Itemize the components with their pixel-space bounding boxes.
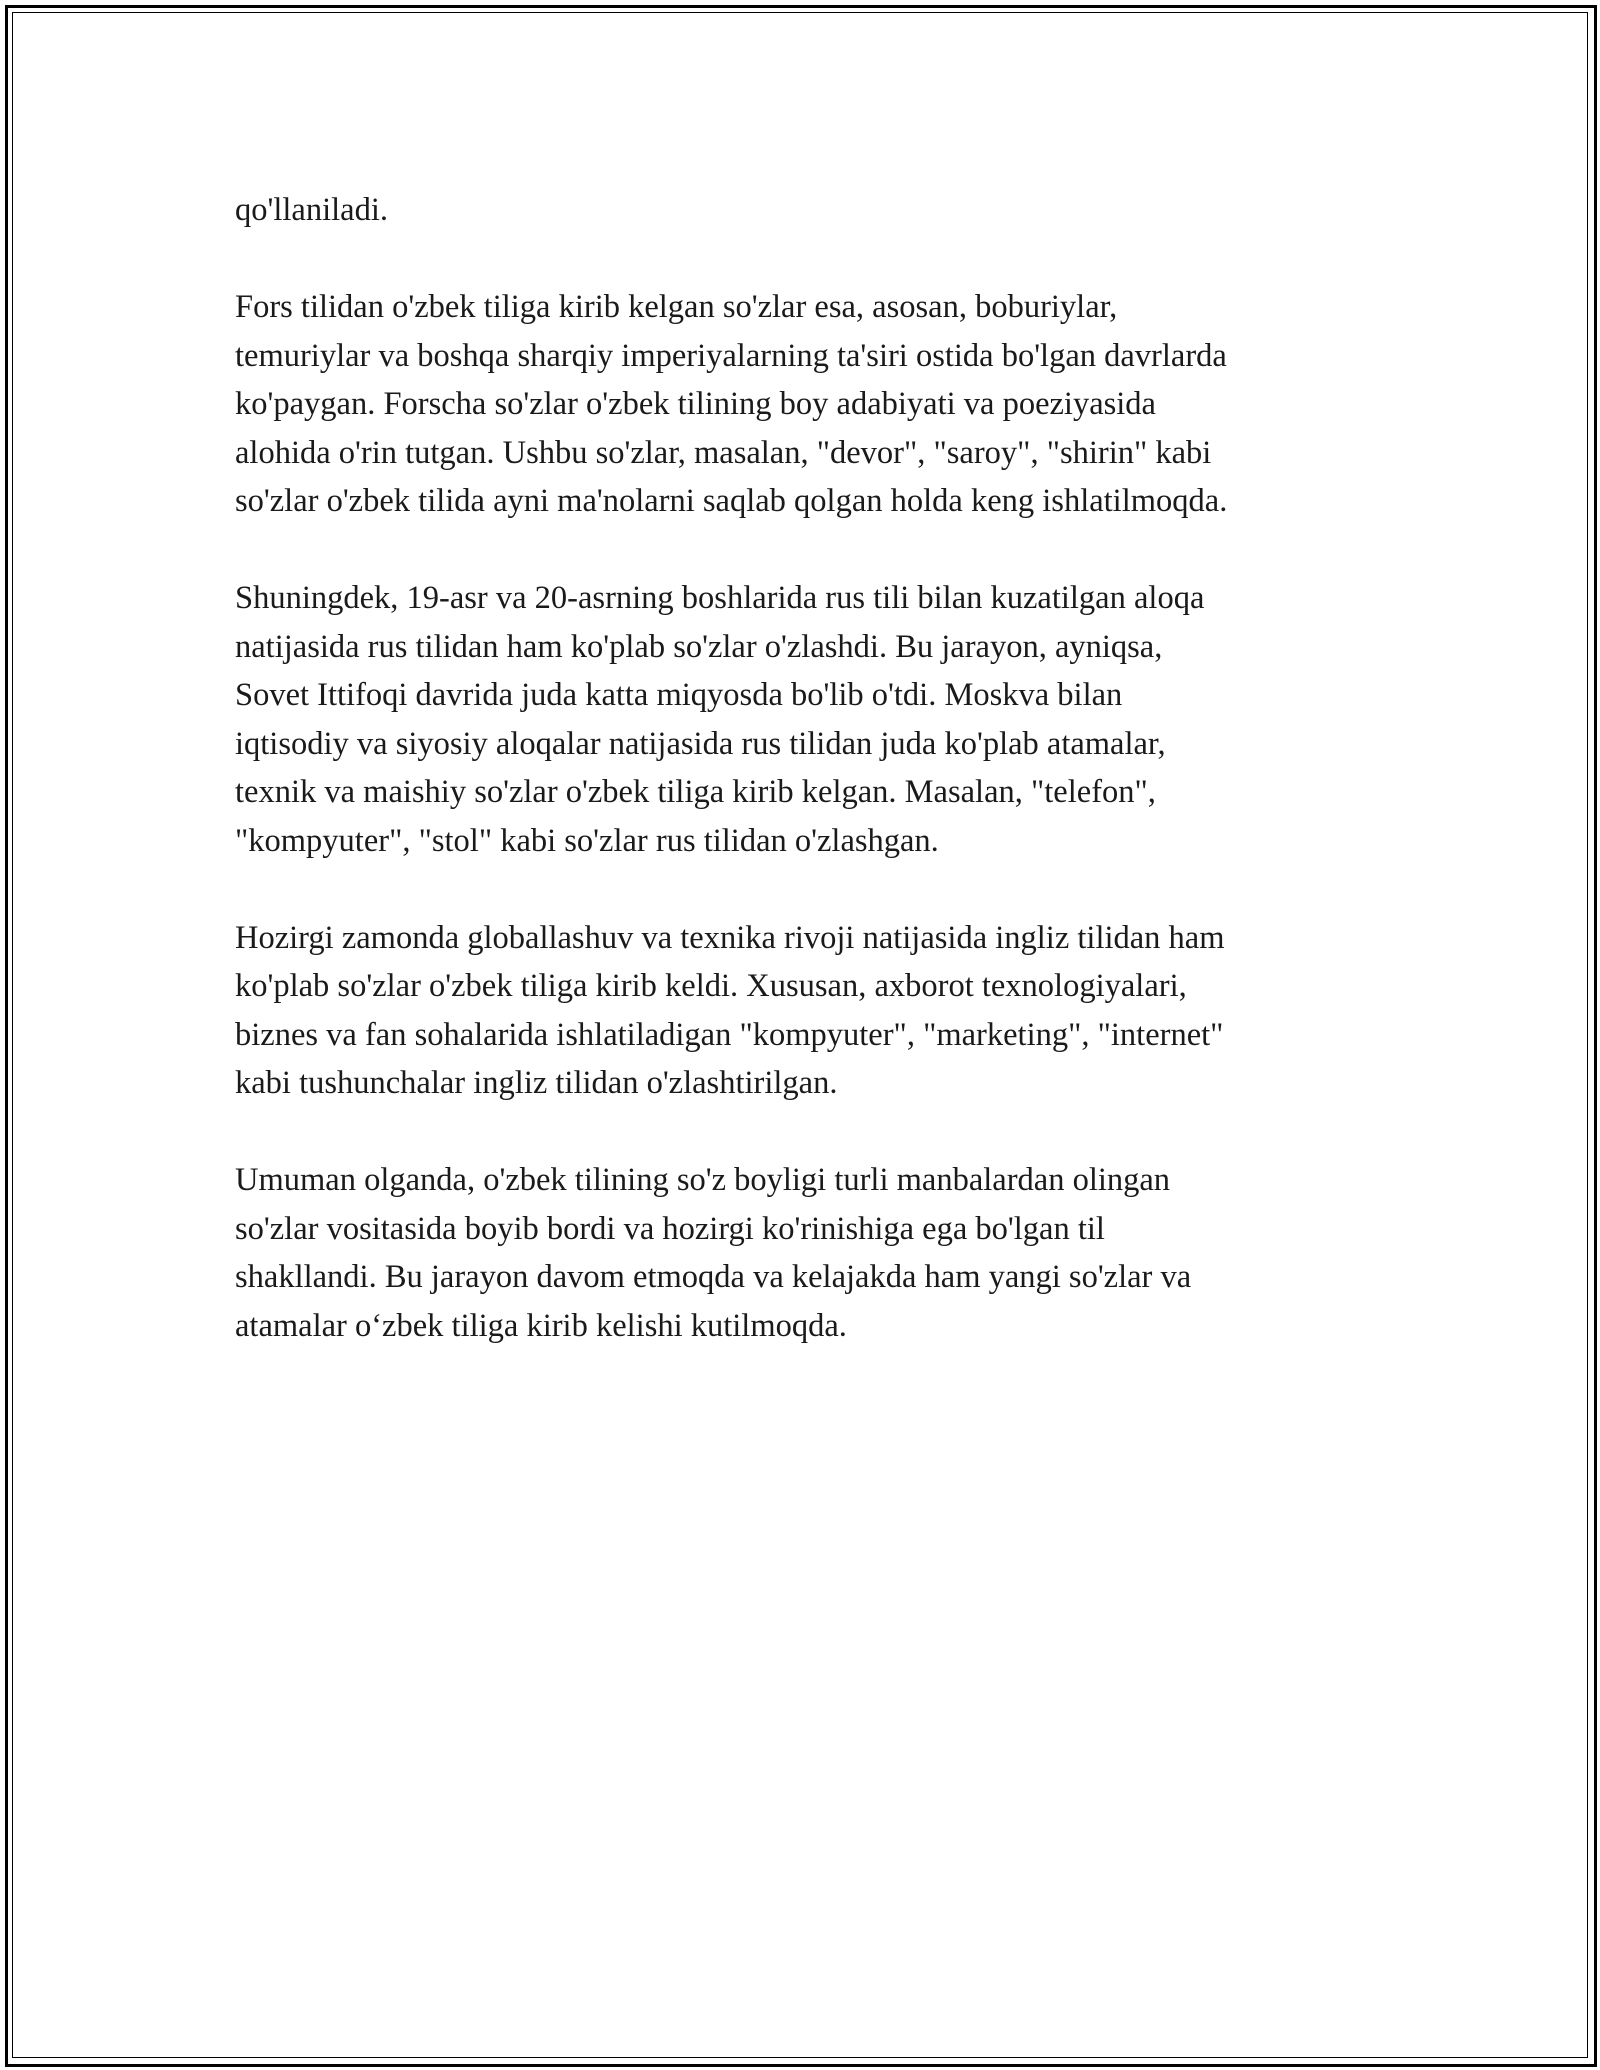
paragraph-russian-loanwords: Shuningdek, 19-asr va 20-asrning boshlarida rus tili bilan kuzatilgan aloqa natijasida rus tilidan ham ko'plab so'zlar o'zlashdi. Bu jarayon, ayniqsa, Sovet Ittifoqi davrida juda katta miqyosda bo'lib o'tdi. Moskva bilan iqtisodiy va siyosiy aloqalar natijasida rus tilidan juda ko'plab atamalar, texnik va maishiy so'zlar o'zbek tiliga kirib kelgan. Masalan, "telefon", "kompyuter", "stol" kabi so'zlar rus tilidan o'zlashgan. <box>235 580 1205 859</box>
paragraph-conclusion: Umuman olganda, o'zbek tilining so'z boyligi turli manbalardan olingan so'zlar vositasida boyib bordi va hozirgi ko'rinishiga ega bo'lgan til shakllandi. Bu jarayon davom etmoqda va kelajakda ham yangi so'zlar va atamalar o‘zbek tiliga kirib kelishi kutilmoqda. <box>235 1162 1192 1344</box>
document-body <box>235 186 1385 1399</box>
paragraph-persian-loanwords: Fors tilidan o'zbek tiliga kirib kelgan so'zlar esa, asosan, boburiylar, temuriylar va boshqa sharqiy imperiyalarning ta'siri ostida bo'lgan davrlarda ko'paygan. Forscha so'zlar o'zbek tilining boy adabiyati va poeziyasida alohida o'rin tutgan. Ushbu so'zlar, masalan, "devor", "saroy", "shirin" kabi so'zlar o'zbek tilida ayni ma'nolarni saqlab qolgan holda keng ishlatilmoqda. <box>235 289 1228 519</box>
paragraph-english-loanwords: Hozirgi zamonda globallashuv va texnika rivoji natijasida ingliz tilidan ham ko'plab so'zlar o'zbek tiliga kirib keldi. Xususan, axborot texnologiyalari, biznes va fan sohalarida ishlatiladigan "kompyuter", "marketing", "internet" kabi tushunchalar ingliz tilidan o'zlashtirilgan. <box>235 919 1225 1101</box>
paragraph-continuation: qo'llaniladi. <box>235 192 388 228</box>
